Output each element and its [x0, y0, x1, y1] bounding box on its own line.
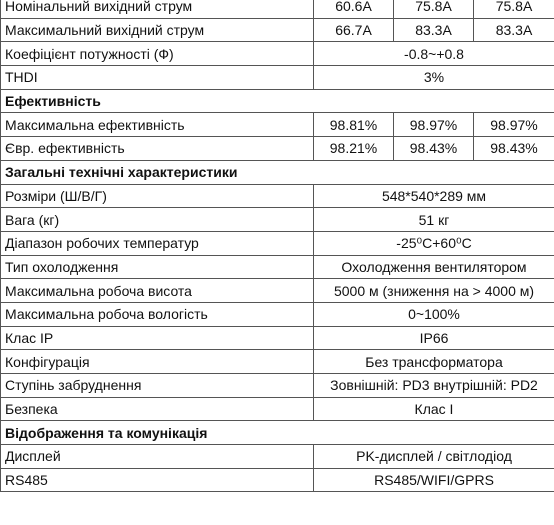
spec-row: [1, 66, 554, 90]
spec-row: [1, 113, 554, 137]
spec-value-model-3: 83.3A: [474, 18, 554, 42]
spec-value: Зовнішній: PD3 внутрішній: PD2: [314, 374, 554, 398]
spec-row: [1, 445, 554, 469]
spec-label: Клас IP: [1, 326, 314, 350]
spec-value: 548*540*289 мм: [314, 184, 554, 208]
spec-value-model-1: 98.81%: [314, 113, 394, 137]
spec-value: Без трансформатора: [314, 350, 554, 374]
spec-row: [1, 374, 554, 398]
spec-value: Охолодження вентилятором: [314, 255, 554, 279]
spec-label: Дисплей: [1, 445, 314, 469]
spec-value: 3%: [314, 66, 554, 90]
spec-value: 0~100%: [314, 302, 554, 326]
section-title: Відображення та комунікація: [1, 421, 554, 445]
spec-value: 5000 м (зниження на > 4000 м): [314, 279, 554, 303]
section-title: Загальні технічні характеристики: [1, 160, 554, 184]
spec-label: Номінальний вихідний струм: [1, 0, 314, 18]
spec-value: IP66: [314, 326, 554, 350]
spec-value-model-3: 98.43%: [474, 137, 554, 161]
spec-row: [1, 231, 554, 255]
spec-value-model-1: 60.6A: [314, 0, 394, 18]
spec-row: [1, 42, 554, 66]
spec-row: [1, 137, 554, 161]
spec-label: Ступінь забруднення: [1, 374, 314, 398]
spec-label: Вага (кг): [1, 208, 314, 232]
spec-row: [1, 0, 554, 18]
spec-label: Максимальний вихідний струм: [1, 18, 314, 42]
section-title: Ефективність: [1, 89, 554, 113]
spec-label: RS485: [1, 468, 314, 492]
spec-value-model-3: 75.8A: [474, 0, 554, 18]
spec-value: -25⁰C+60⁰C: [314, 231, 554, 255]
spec-label: Діапазон робочих температур: [1, 231, 314, 255]
spec-label: Коефіцієнт потужності (Ф): [1, 42, 314, 66]
spec-label: Євр. ефективність: [1, 137, 314, 161]
spec-label: Конфігурація: [1, 350, 314, 374]
spec-value-model-1: 66.7A: [314, 18, 394, 42]
section-header-row: [1, 160, 554, 184]
spec-row: [1, 397, 554, 421]
spec-row: [1, 279, 554, 303]
spec-row: [1, 208, 554, 232]
spec-value-model-2: 83.3A: [394, 18, 474, 42]
spec-row: [1, 302, 554, 326]
spec-value-model-1: 98.21%: [314, 137, 394, 161]
spec-label: THDI: [1, 66, 314, 90]
section-header-row: [1, 421, 554, 445]
spec-value-model-2: 98.97%: [394, 113, 474, 137]
spec-label: Тип охолодження: [1, 255, 314, 279]
spec-label: Максимальна робоча вологість: [1, 302, 314, 326]
spec-label: Розміри (Ш/В/Г): [1, 184, 314, 208]
spec-value: -0.8~+0.8: [314, 42, 554, 66]
spec-row: [1, 184, 554, 208]
spec-row: [1, 255, 554, 279]
spec-value-model-2: 98.43%: [394, 137, 474, 161]
spec-label: Безпека: [1, 397, 314, 421]
spec-row: [1, 350, 554, 374]
spec-label: Максимальна ефективність: [1, 113, 314, 137]
spec-value: Клас I: [314, 397, 554, 421]
spec-value-model-2: 75.8A: [394, 0, 474, 18]
spec-row: [1, 18, 554, 42]
section-header-row: [1, 89, 554, 113]
spec-value-model-3: 98.97%: [474, 113, 554, 137]
spec-row: [1, 326, 554, 350]
spec-value: RS485/WIFI/GPRS: [314, 468, 554, 492]
spec-label: Максимальна робоча висота: [1, 279, 314, 303]
spec-value: 51 кг: [314, 208, 554, 232]
spec-row: [1, 468, 554, 492]
spec-value: PK-дисплей / світлодіод: [314, 445, 554, 469]
